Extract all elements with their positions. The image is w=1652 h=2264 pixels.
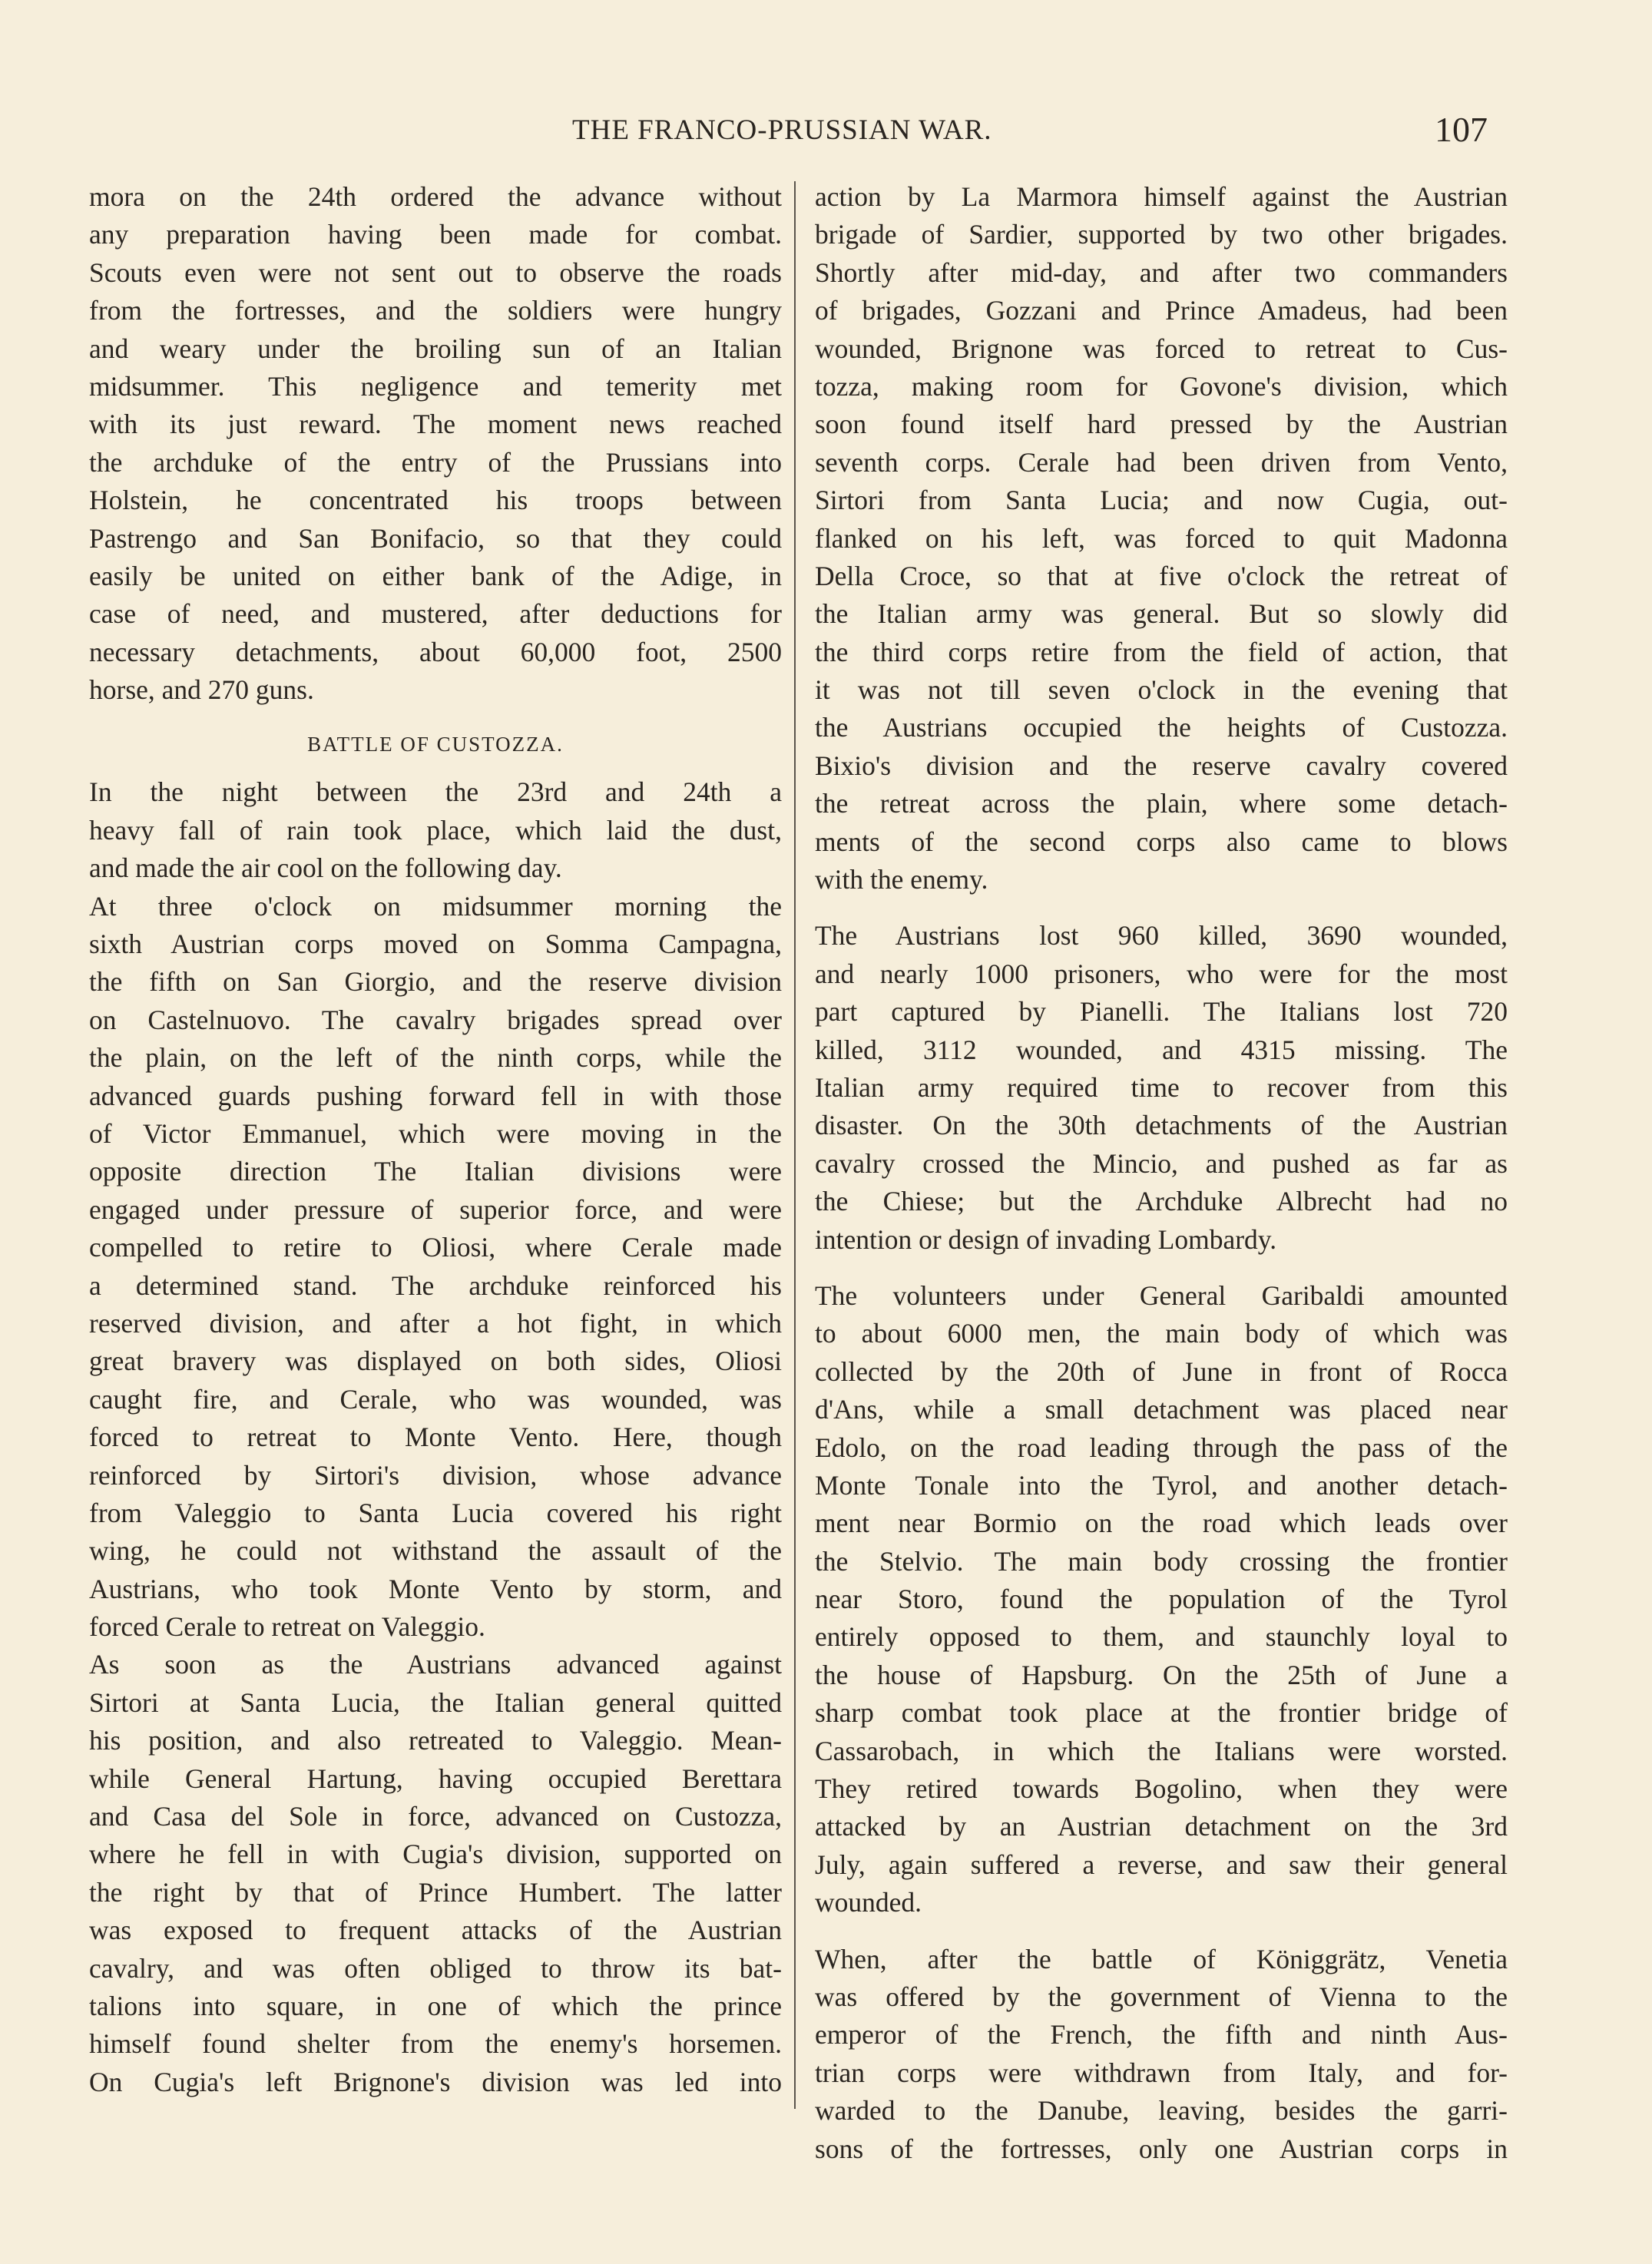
text-line: Sirtori at Santa Lucia, the Italian general quitted <box>89 1686 782 1718</box>
text-line: collected by the 20th of June in front of Rocca <box>815 1355 1508 1387</box>
text-line: the archduke of the entry of the Prussians into <box>89 446 782 478</box>
text-line: case of need, and mustered, after deductions for <box>89 598 782 630</box>
text-line: cavalry crossed the Mincio, and pushed as far as <box>815 1147 1508 1179</box>
paragraph <box>815 178 1508 899</box>
text-line: and nearly 1000 prisoners, who were for the most <box>815 958 1508 989</box>
text-line: Italian army required time to recover from this <box>815 1071 1508 1103</box>
text-line: Holstein, he concentrated his troops between <box>89 485 782 516</box>
text-line: where he fell in with Cugia's division, supported on <box>89 1839 782 1870</box>
text-line: and weary under the broiling sun of an Italian <box>89 333 782 364</box>
section-heading: BATTLE OF CUSTOZZA. <box>307 733 564 756</box>
paragraph <box>89 178 782 709</box>
text-line: easily be united on either bank of the Adige, in <box>89 560 782 591</box>
text-line: killed, 3112 wounded, and 4315 missing. The <box>815 1034 1508 1065</box>
text-line: his position, and also retreated to Valeggio. Mean- <box>89 1725 782 1756</box>
text-line: brigade of Sardier, supported by two other brigades. <box>815 219 1508 250</box>
paragraph <box>815 1277 1508 1922</box>
text-line: sixth Austrian corps moved on Somma Campagna, <box>89 928 782 960</box>
text-line: When, after the battle of Königgrätz, Venetia <box>815 1943 1508 1974</box>
text-line: Austrians, who took Monte Vento by storm, and <box>89 1573 782 1604</box>
text-line: d'Ans, while a small detachment was placed near <box>815 1394 1508 1425</box>
text-line: mora on the 24th ordered the advance without <box>89 181 782 212</box>
text-line: wounded, Brignone was forced to retreat to Cus- <box>815 333 1508 364</box>
text-line: In the night between the 23rd and 24th a <box>89 776 782 808</box>
text-line: Cassarobach, in which the Italians were worsted. <box>815 1735 1508 1766</box>
text-line: disaster. On the 30th detachments of the Austrian <box>815 1110 1508 1141</box>
text-line: from Valeggio to Santa Lucia covered his right <box>89 1497 782 1528</box>
running-title: THE FRANCO-PRUSSIAN WAR. <box>572 114 992 146</box>
text-line: the plain, on the left of the ninth corps, while the <box>89 1042 782 1074</box>
text-line: the Austrians occupied the heights of Custozza. <box>815 712 1508 743</box>
paragraph <box>89 773 782 887</box>
text-line: Sirtori from Santa Lucia; and now Cugia, out- <box>815 485 1508 516</box>
text-line: horse, and 270 guns. <box>89 674 314 706</box>
text-line: opposite direction The Italian divisions were <box>89 1156 782 1187</box>
text-line: soon found itself hard pressed by the Austrian <box>815 409 1508 440</box>
text-line: the fifth on San Giorgio, and the reserve division <box>89 966 782 998</box>
text-line: At three o'clock on midsummer morning the <box>89 890 782 922</box>
text-line: advanced guards pushing forward fell in with those <box>89 1080 782 1111</box>
text-line: Scouts even were not sent out to observe the roads <box>89 257 782 288</box>
text-line: The Austrians lost 960 killed, 3690 wounded, <box>815 920 1508 952</box>
text-line: trian corps were withdrawn from Italy, and for- <box>815 2057 1508 2088</box>
text-line: a determined stand. The archduke reinforced his <box>89 1269 782 1301</box>
text-line: reinforced by Sirtori's division, whose advance <box>89 1459 782 1491</box>
text-line: great bravery was displayed on both sides, Oliosi <box>89 1345 782 1377</box>
text-line: and made the air cool on the following day. <box>89 852 562 884</box>
text-line: flanked on his left, was forced to quit Madonna <box>815 522 1508 554</box>
column-divider <box>794 181 796 2109</box>
text-line: As soon as the Austrians advanced against <box>89 1649 782 1680</box>
text-line: any preparation having been made for combat. <box>89 219 782 250</box>
text-line: emperor of the French, the fifth and ninth Aus- <box>815 2019 1508 2051</box>
text-line: was exposed to frequent attacks of the Austrian <box>89 1915 782 1946</box>
text-line: entirely opposed to them, and staunchly loyal to <box>815 1621 1508 1653</box>
left-column <box>89 178 782 2101</box>
text-line: ment near Bormio on the road which leads over <box>815 1508 1508 1539</box>
text-line: seventh corps. Cerale had been driven from Vento, <box>815 446 1508 478</box>
text-line: the retreat across the plain, where some detach- <box>815 788 1508 819</box>
text-line: Della Croce, so that at five o'clock the retreat of <box>815 560 1508 591</box>
paragraph-gap <box>815 899 1508 917</box>
text-line: Pastrengo and San Bonifacio, so that they could <box>89 522 782 554</box>
text-line: They retired towards Bogolino, when they were <box>815 1773 1508 1805</box>
text-line: tozza, making room for Govone's division, which <box>815 370 1508 402</box>
text-line: wing, he could not withstand the assault of the <box>89 1535 782 1567</box>
text-line: caught fire, and Cerale, who was wounded, was <box>89 1383 782 1415</box>
text-line: midsummer. This negligence and temerity met <box>89 370 782 402</box>
text-line: of brigades, Gozzani and Prince Amadeus, had been <box>815 295 1508 326</box>
text-line: Bixio's division and the reserve cavalry covered <box>815 750 1508 781</box>
text-line: necessary detachments, about 60,000 foot, 2500 <box>89 636 782 667</box>
text-line: with its just reward. The moment news reached <box>89 409 782 440</box>
text-line: reserved division, and after a hot fight, in which <box>89 1307 782 1339</box>
text-line: compelled to retire to Oliosi, where Cerale made <box>89 1232 782 1263</box>
text-line: part captured by Pianelli. The Italians lost 720 <box>815 996 1508 1028</box>
text-line: on Castelnuovo. The cavalry brigades spread over <box>89 1004 782 1035</box>
paragraph <box>89 1646 782 2101</box>
text-line: heavy fall of rain took place, which laid the dust, <box>89 814 782 846</box>
text-line: the Chiese; but the Archduke Albrecht had no <box>815 1186 1508 1217</box>
right-column <box>815 178 1508 2168</box>
text-line: The volunteers under General Garibaldi amounted <box>815 1279 1508 1311</box>
text-line: Monte Tonale into the Tyrol, and another detach- <box>815 1469 1508 1501</box>
text-line: On Cugia's left Brignone's division was led into <box>89 2066 782 2097</box>
text-line: Shortly after mid-day, and after two commanders <box>815 257 1508 288</box>
text-line: action by La Marmora himself against the Austrian <box>815 181 1508 212</box>
text-line: wounded. <box>815 1887 922 1918</box>
paragraph <box>815 1941 1508 2168</box>
text-line: warded to the Danube, leaving, besides the garri- <box>815 2095 1508 2127</box>
text-line: attacked by an Austrian detachment on the 3rd <box>815 1811 1508 1842</box>
text-line: sons of the fortresses, only one Austrian corps in <box>815 2133 1508 2164</box>
text-line: with the enemy. <box>815 864 988 895</box>
text-line: it was not till seven o'clock in the evening that <box>815 674 1508 706</box>
text-line: July, again suffered a reverse, and saw their general <box>815 1849 1508 1880</box>
paragraph-gap <box>815 1259 1508 1277</box>
paragraph <box>815 917 1508 1259</box>
text-line: Edolo, on the road leading through the pass of the <box>815 1432 1508 1463</box>
text-line: was offered by the government of Vienna to the <box>815 1981 1508 2012</box>
text-line: forced to retreat to Monte Vento. Here, though <box>89 1422 782 1453</box>
running-head <box>0 110 1652 160</box>
text-line: ments of the second corps also came to blows <box>815 826 1508 857</box>
text-line: sharp combat took place at the frontier bridge of <box>815 1697 1508 1729</box>
page-number: 107 <box>1435 110 1488 149</box>
paragraph-gap <box>815 1922 1508 1941</box>
text-line: intention or design of invading Lombardy. <box>815 1223 1277 1255</box>
text-line: engaged under pressure of superior force, and were <box>89 1193 782 1225</box>
text-line: the right by that of Prince Humbert. The latter <box>89 1876 782 1908</box>
text-line: the Italian army was general. But so slowly did <box>815 598 1508 630</box>
text-line: the house of Hapsburg. On the 25th of June a <box>815 1659 1508 1690</box>
text-line: while General Hartung, having occupied Berettara <box>89 1763 782 1794</box>
text-line: the Stelvio. The main body crossing the frontier <box>815 1545 1508 1577</box>
text-line: from the fortresses, and the soldiers were hungry <box>89 295 782 326</box>
paragraph <box>89 888 782 1647</box>
text-line: of Victor Emmanuel, which were moving in the <box>89 1117 782 1149</box>
text-line: cavalry, and was often obliged to throw its bat- <box>89 1952 782 1984</box>
text-line: near Storo, found the population of the Tyrol <box>815 1584 1508 1615</box>
text-line: forced Cerale to retreat on Valeggio. <box>89 1611 485 1643</box>
text-line: talions into square, in one of which the prince <box>89 1990 782 2021</box>
text-line: himself found shelter from the enemy's horsemen. <box>89 2028 782 2060</box>
text-line: and Casa del Sole in force, advanced on Custozza, <box>89 1801 782 1832</box>
text-line: to about 6000 men, the main body of which was <box>815 1318 1508 1349</box>
text-line: the third corps retire from the field of action, that <box>815 636 1508 667</box>
